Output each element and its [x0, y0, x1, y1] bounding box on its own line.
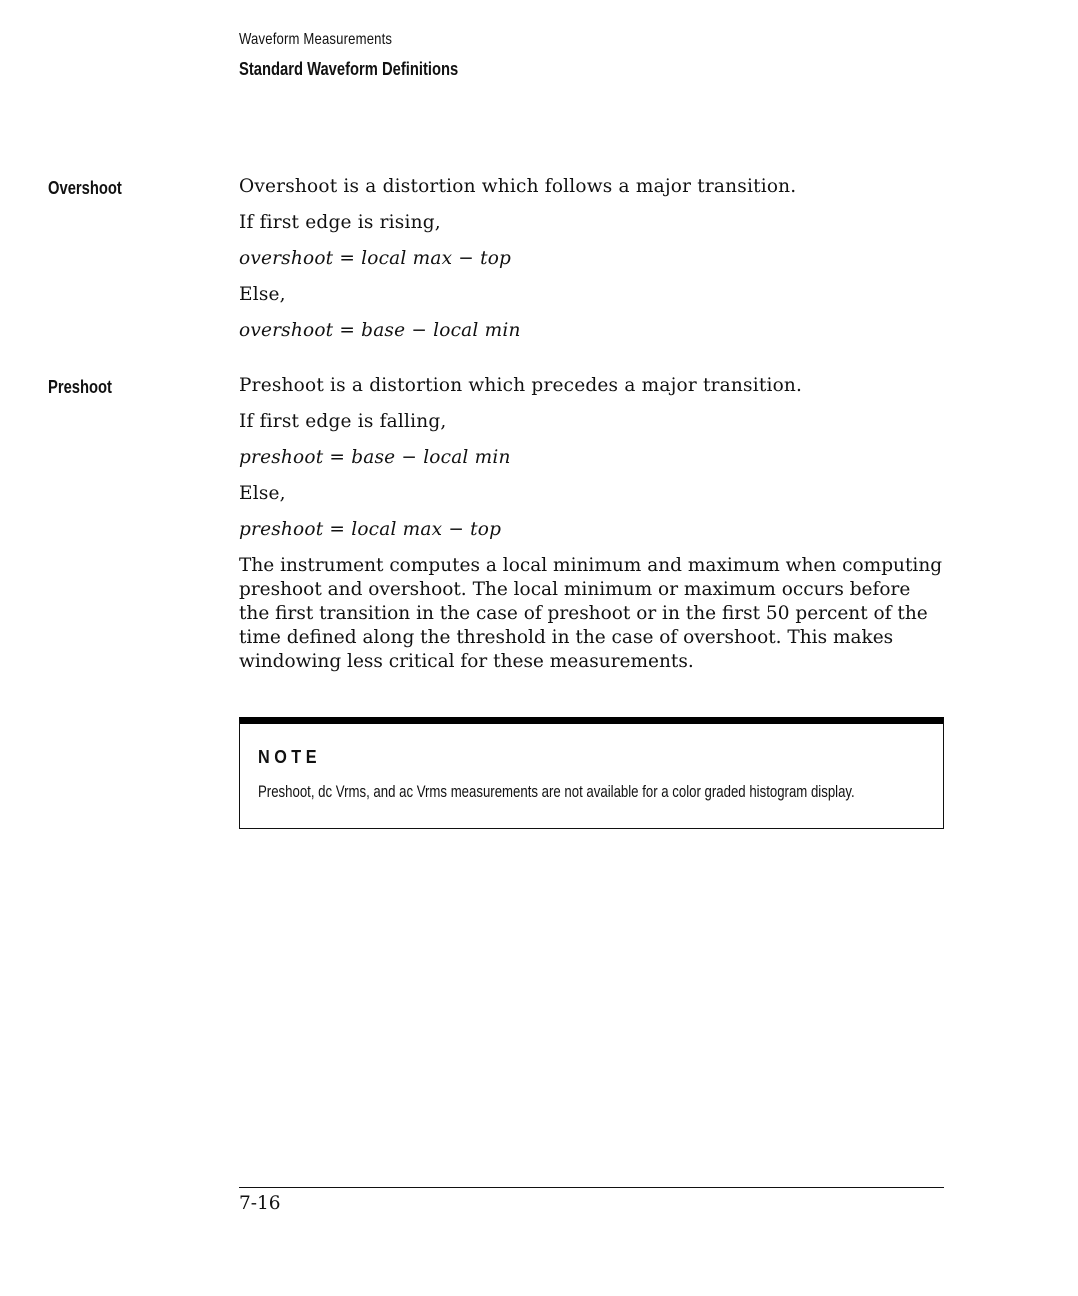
- preshoot-label: Preshoot: [48, 377, 112, 397]
- overshoot-label: Overshoot: [48, 178, 122, 198]
- footer-rule: [239, 1187, 944, 1188]
- note-box: [239, 717, 944, 829]
- overshoot-condition: If first edge is rising,: [239, 212, 441, 233]
- overshoot-formula-else: overshoot = base − local min: [239, 320, 521, 341]
- note-title: NOTE: [258, 747, 322, 767]
- overshoot-formula-if: overshoot = local max − top: [239, 248, 512, 269]
- preshoot-description: Preshoot is a distortion which precedes a major transition.: [239, 375, 803, 396]
- measurement-explanation-paragraph: The instrument computes a local minimum and maximum when computing preshoot and overshoot. The local minimum or maximum occurs before the first transition in the case of preshoot or in the first 50 percent of the time defined along the threshold in the case of overshoot. This makes windowing less critical for these measurements.: [239, 555, 943, 672]
- preshoot-formula-else: preshoot = local max − top: [239, 519, 502, 540]
- preshoot-else: Else,: [239, 483, 286, 504]
- preshoot-condition: If first edge is falling,: [239, 411, 447, 432]
- running-header-chapter: Waveform Measurements: [239, 31, 393, 48]
- note-text: Preshoot, dc Vrms, and ac Vrms measurements are not available for a color graded histogram display.: [258, 783, 855, 801]
- page-number: 7-16: [239, 1193, 281, 1214]
- running-header-section: Standard Waveform Definitions: [239, 59, 459, 79]
- preshoot-formula-if: preshoot = base − local min: [239, 447, 511, 468]
- overshoot-else: Else,: [239, 284, 286, 305]
- overshoot-description: Overshoot is a distortion which follows a major transition.: [239, 176, 797, 197]
